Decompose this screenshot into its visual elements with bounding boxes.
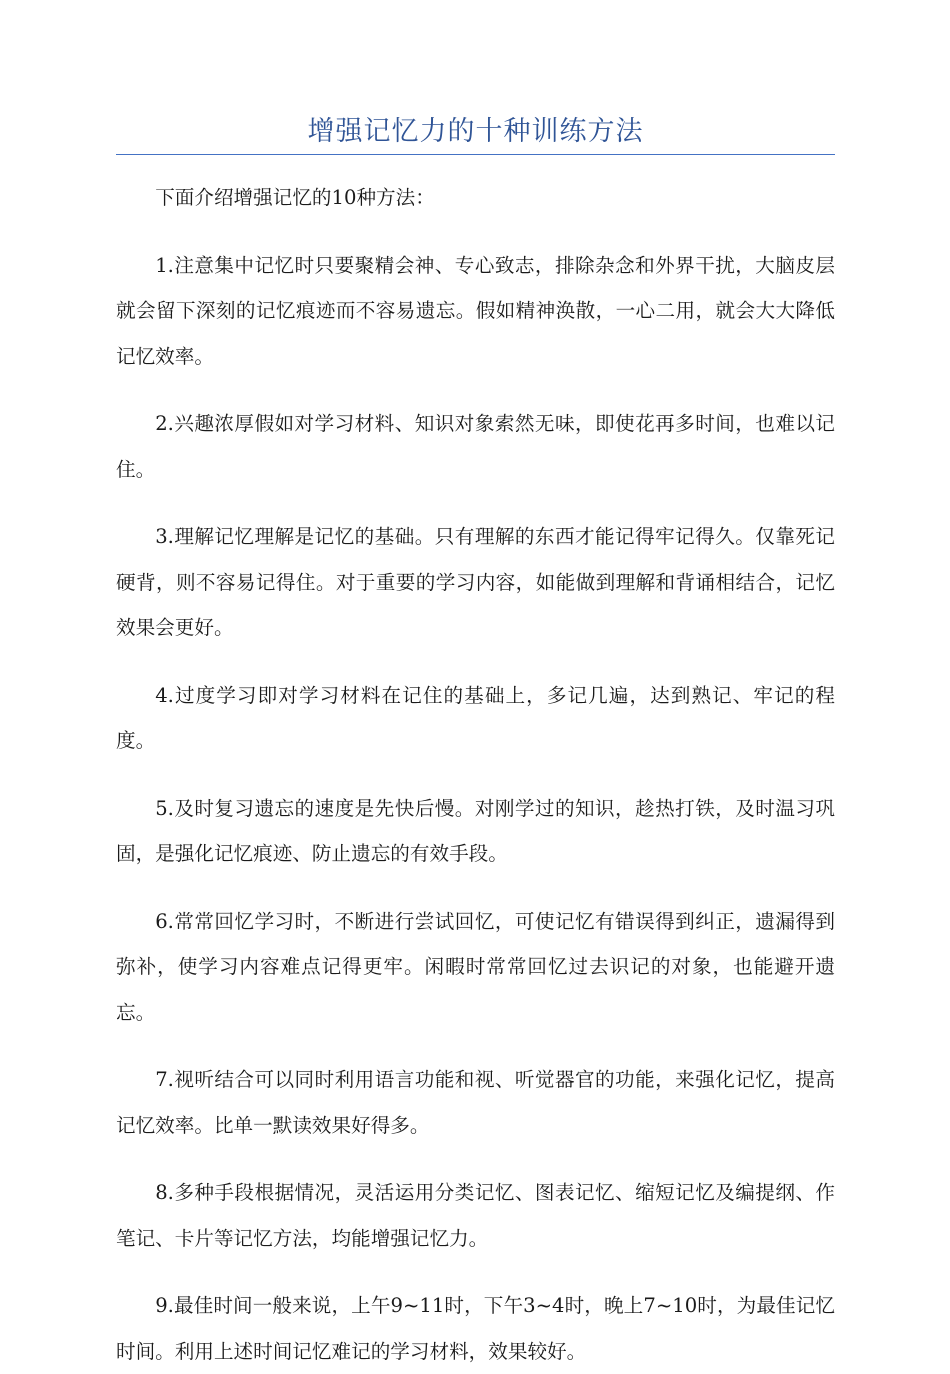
paragraph-3: 3.理解记忆理解是记忆的基础。只有理解的东西才能记得牢记得久。仅靠死记硬背，则不容易记得住。对于重要的学习内容，如能做到理解和背诵相结合，记忆效果会更好。 xyxy=(116,525,835,639)
paragraph-4: 4.过度学习即对学习材料在记住的基础上，多记几遍，达到熟记、牢记的程度。 xyxy=(116,683,835,752)
intro-paragraph: 下面介绍增强记忆的10种方法： xyxy=(155,186,435,209)
paragraph-2: 2.兴趣浓厚假如对学习材料、知识对象索然无味，即使花再多时间，也难以记住。 xyxy=(116,412,835,481)
paragraph-1: 1.注意集中记忆时只要聚精会神、专心致志，排除杂念和外界干扰，大脑皮层就会留下深刻的记忆痕迹而不容易遗忘。假如精神涣散，一心二用，就会大大降低记忆效率。 xyxy=(116,253,835,368)
document-title: 增强记忆力的十种训练方法 xyxy=(307,116,644,147)
paragraph-6: 6.常常回忆学习时，不断进行尝试回忆，可使记忆有错误得到纠正，遗漏得到弥补，使学习内容难点记得更牢。闲暇时常常回忆过去识记的对象，也能避开遗忘。 xyxy=(116,909,835,1024)
paragraph-7: 7.视听结合可以同时利用语言功能和视、听觉器官的功能，来强化记忆，提高记忆效率。比单一默读效果好得多。 xyxy=(116,1068,835,1137)
paragraph-8: 8.多种手段根据情况，灵活运用分类记忆、图表记忆、缩短记忆及编提纲、作笔记、卡片等记忆方法，均能增强记忆力。 xyxy=(116,1181,835,1250)
title-underline xyxy=(116,154,835,155)
paragraph-9: 9.最佳时间一般来说，上午9~11时，下午3~4时，晚上7~10时，为最佳记忆时间。利用上述时间记忆难记的学习材料，效果较好。 xyxy=(116,1294,835,1363)
paragraph-5: 5.及时复习遗忘的速度是先快后慢。对刚学过的知识，趁热打铁，及时温习巩固，是强化记忆痕迹、防止遗忘的有效手段。 xyxy=(116,796,835,865)
document-body xyxy=(116,175,835,1374)
